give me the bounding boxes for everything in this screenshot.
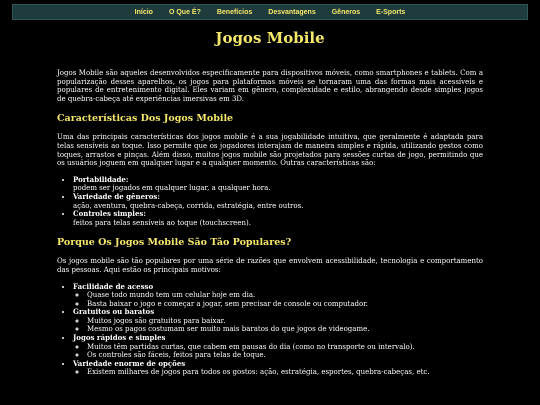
list-item-title: Controles simples: [73,209,146,219]
list-item-desc: feitos para telas sensíveis ao toque (touchscreen). [73,218,251,227]
section-heading-caracteristicas: Características Dos Jogos Mobile [57,113,234,125]
list-item-title: Gratuitos ou baratos [73,307,155,317]
list-item-title: Jogos rápidos e simples [73,333,166,343]
list-item [73,193,483,210]
top-nav [12,4,528,20]
list-item-title: Variedade enorme de opções [73,358,186,368]
sub-list-item: ◦ Existem milhares de jogos para todos os gostos: ação, estratégia, esportes, quebra-cabeças, etc. [87,368,483,377]
nav-link-desvantagens[interactable]: Desvantagens [268,8,316,16]
list-item-title: Portabilidade: [73,174,129,184]
main-content [57,28,483,377]
sub-list-item: ◦ Os controles são fáceis, feitos para telas de toque. [87,351,483,360]
popularidade-paragraph: Os jogos mobile são tão populares por uma série de razões que envolvem acessibilidade, tecnologia e comportamento das pessoas. Aqui estão os principais motivos: [57,257,483,274]
list-item [73,360,483,377]
nav-link-inicio[interactable]: Início [134,8,153,16]
sub-list-item: ◦ Basta baixar o jogo e começar a jogar, sem precisar de console ou computador. [87,300,483,309]
list-item-desc: ação, aventura, quebra-cabeça, corrida, estratégia, entre outros. [73,201,304,210]
list-item-title: Variedade de gêneros: [73,191,160,201]
sub-list-item: ◦ Mesmo os pagos costumam ser muito mais baratos do que jogos de videogame. [87,325,483,334]
list-item-title: Facilidade de acesso [73,281,154,291]
nav-link-generos[interactable]: Gêneros [331,8,361,16]
caracteristicas-paragraph: Uma das principais características dos jogos mobile é a sua jogabilidade intuitiva, que geralmente é adaptada para telas sensíveis ao toque. Isso permite que os jogadores interajam de maneira simples e rápida, utilizando gestos como toques, arrastos e pinças. Além disso, muitos jogos mobile são projetados para sessões curtas de jogo, permitindo que os usuários joguem em qualquer lugar e a qualquer momento. Outras características são: [57,133,483,168]
nav-link-e-sports[interactable]: E-Sports [376,8,406,16]
sub-list-item: ◦ Muitos têm partidas curtas, que cabem em pausas do dia (como no transporte ou intervalo). [87,343,483,352]
sub-list [73,317,483,334]
list-item [73,308,483,334]
sub-list-item: ◦ Quase todo mundo tem um celular hoje em dia. [87,291,483,300]
sub-list [73,343,483,360]
sub-list-item: ◦ Muitos jogos são gratuitos para baixar. [87,317,483,326]
list-item-desc: podem ser jogados em qualquer lugar, a qualquer hora. [73,184,271,193]
caracteristicas-list [57,176,483,228]
nav-link-o-que-e[interactable]: O Que É? [168,8,201,16]
nav-link-beneficios[interactable]: Benefícios [216,8,253,16]
sub-list [73,291,483,308]
section-heading-popularidade: Porque Os Jogos Mobile São Tão Populares? [57,237,292,249]
list-item [73,210,483,227]
popularidade-list [57,283,483,378]
page-title: Jogos Mobile [215,29,325,47]
list-item [73,334,483,360]
list-item [73,283,483,309]
sub-list [73,368,483,377]
list-item [73,176,483,193]
intro-paragraph: Jogos Mobile são aqueles desenvolvidos especificamente para dispositivos móveis, como smartphones e tablets. Com a popularização desses aparelhos, os jogos para plataformas móveis se tornaram uma das formas mais acessíveis e populares de entretenimento digital. Eles variam em gênero, complexidade e estilo, abrangendo desde simples jogos de quebra-cabeça até experiências imersivas em 3D. [57,69,483,103]
